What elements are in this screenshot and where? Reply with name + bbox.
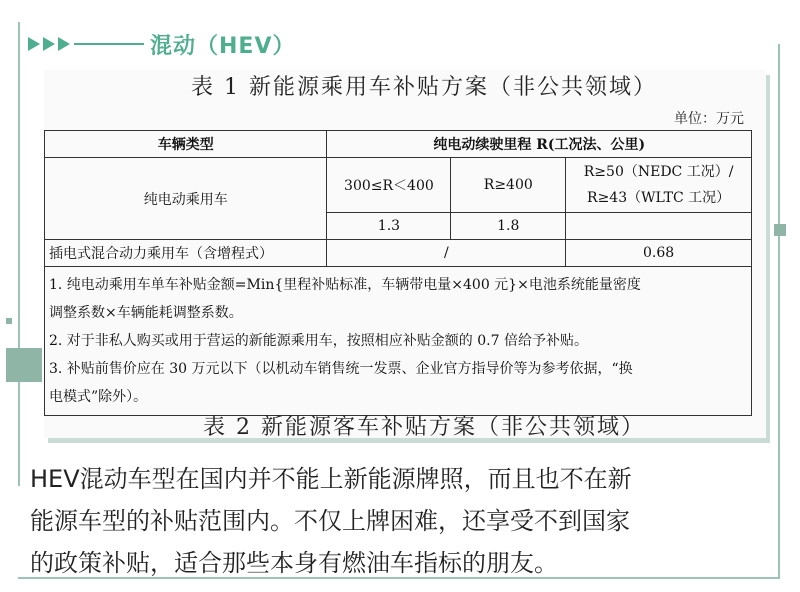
table-row: [45, 240, 752, 267]
phev-label: 插电式混合动力乘用车（含增程式）: [45, 240, 327, 267]
arrow-icons: [28, 37, 70, 51]
value-empty: [566, 213, 752, 240]
value-300-400: 1.3: [327, 213, 451, 240]
table2-title: 表 2 新能源客车补贴方案（非公共领域）: [203, 415, 645, 440]
decor-dot-right: [774, 224, 786, 236]
section-header: [28, 30, 295, 58]
bev-label: 纯电动乘用车: [45, 158, 327, 240]
note-line: 调整系数×车辆能耗调整系数。: [49, 305, 243, 321]
header-range: 纯电动续驶里程 R(工况法、公里): [327, 131, 752, 158]
header-vehicle-type: 车辆类型: [45, 131, 327, 158]
note-line: 1. 纯电动乘用车单车补贴金额=Min{里程补贴标准，车辆带电量×400 元}×电池系统能量密度: [49, 277, 641, 293]
table-row: [45, 158, 752, 213]
triangle-right-icon: [43, 37, 55, 51]
header-divider: [74, 43, 144, 45]
value-400: 1.8: [451, 213, 566, 240]
table-image: [44, 70, 766, 438]
caption-line: HEV混动车型在国内并不能上新能源牌照，而且也不在新: [30, 465, 632, 493]
subsidy-table: [44, 130, 752, 416]
table-notes: [45, 267, 752, 416]
note-line: 2. 对于非私人购买或用于营运的新能源乘用车，按照相应补贴金额的 0.7 倍给予补贴。: [49, 333, 588, 349]
caption-line: 能源车型的补贴范围内。不仅上牌困难，还享受不到国家: [30, 507, 630, 535]
range-300-400: 300≤R＜400: [327, 158, 451, 213]
phev-value-1: /: [327, 240, 566, 267]
decor-square: [6, 348, 42, 382]
note-line: 电模式”除外）。: [49, 389, 148, 405]
frame-left-line: [18, 22, 20, 486]
table1-title: 表 1 新能源乘用车补贴方案（非公共领域）: [191, 75, 657, 100]
triangle-right-icon: [28, 37, 40, 51]
note-line: 3. 补贴前售价应在 30 万元以下（以机动车销售统一发票、企业官方指导价等为参考依据，“换: [49, 361, 633, 377]
table1-unit: 单位：万元: [674, 111, 744, 127]
triangle-right-icon: [58, 37, 70, 51]
range-50-43: [566, 158, 752, 213]
table-row: [45, 131, 752, 158]
section-title: 混动（HEV）: [150, 33, 296, 59]
caption-line: 的政策补贴，适合那些本身有燃油车指标的朋友。: [30, 549, 558, 577]
range-wltc: R≥43（WLTC 工况）: [587, 190, 731, 206]
caption-text: [30, 458, 770, 584]
range-nedc: R≥50（NEDC 工况）/: [583, 164, 734, 180]
phev-value-2: 0.68: [566, 240, 752, 267]
decor-dot-left: [6, 318, 12, 324]
frame-right-line: [778, 44, 780, 579]
range-400: R≥400: [451, 158, 566, 213]
table-row: [45, 267, 752, 416]
